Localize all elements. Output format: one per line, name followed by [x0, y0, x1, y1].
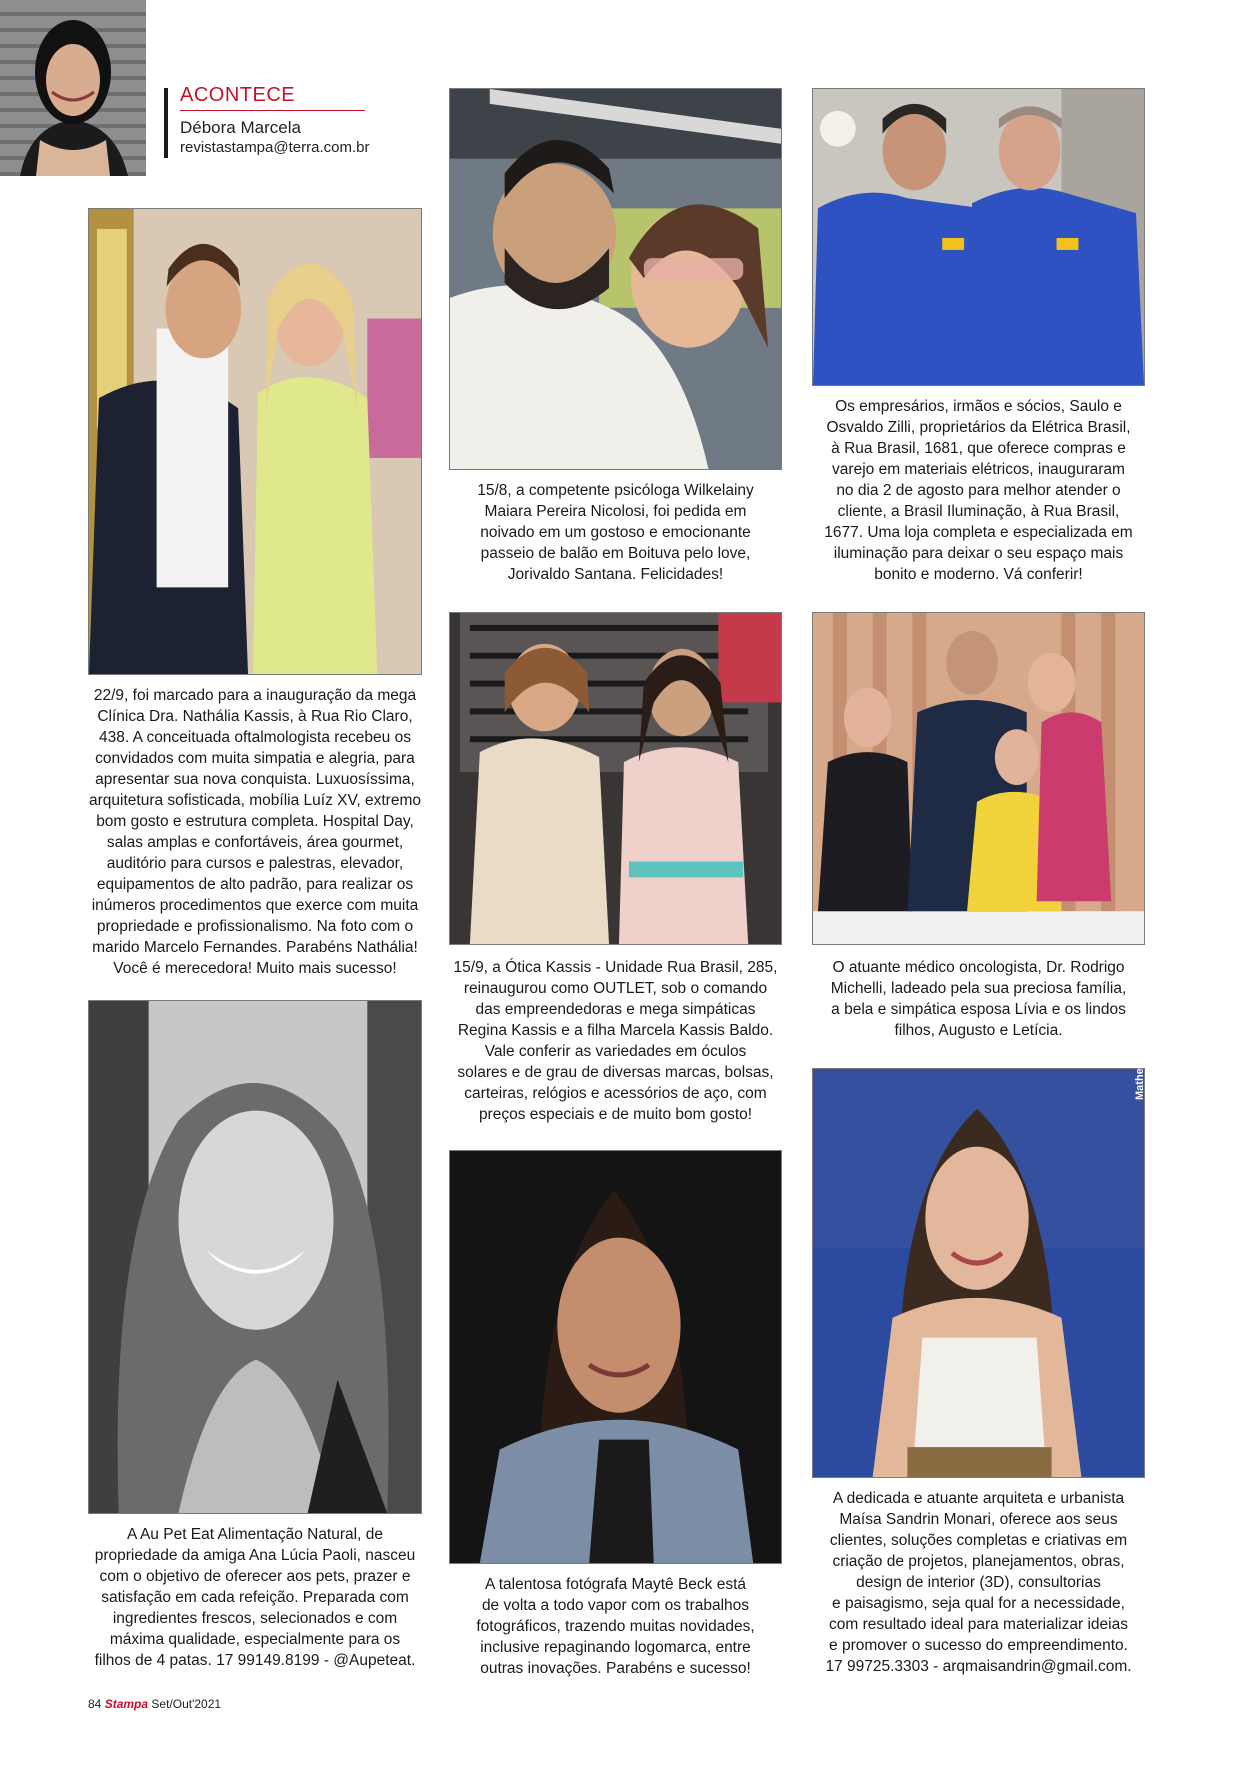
caption-mayte-beck: A talentosa fotógrafa Maytê Beck está de volta a todo vapor com os trabalhos fotográficos, trazendo muitas novidades, inclusive repaginando logomarca, entre outras inovações. Parabéns e sucesso! [476, 1576, 755, 1677]
caption-michelli-family: O atuante médico oncologista, Dr. Rodrigo Michelli, ladeado pela sua preciosa família, a bela e simpática esposa Lívia e os lindos filhos, Augusto e Letícia. [830, 959, 1127, 1039]
caption-maisa-monari: A dedicada e atuante arquiteta e urbanista Maísa Sandrin Monari, oferece aos seus clientes, soluções completas e criativas em criação de projetos, planejamentos, obras, design de interior (3D), consultorias e paisagismo, seja qual for a necessidade, com resultado ideal para materializar ideias e promover o sucesso do empreendimento. 17 99725.3303 - arqmaisandrin@gmail.com. [825, 1490, 1132, 1675]
caption-eletrica-brasil: Os empresários, irmãos e sócios, Saulo e Osvaldo Zilli, proprietários da Elétrica Brasil, à Rua Brasil, 1681, que oferece compras e varejo em materiais elétricos, inauguraram no dia 2 de agosto para melhor atender o cliente, a Brasil Iluminação, à Rua Brasil, 1677. Uma loja completa e especializada em iluminação para deixar o seu espaço mais bonito e moderno. Vá conferir! [824, 398, 1133, 583]
page-footer [88, 1697, 221, 1711]
issue-date: Set/Out'2021 [151, 1697, 222, 1711]
photo-maisa-monari [812, 1068, 1145, 1478]
photo-credit: Matheus Fonseca [1134, 1007, 1146, 1100]
photo-eletrica-brasil [812, 88, 1145, 386]
photo-au-pet-eat [88, 1000, 422, 1514]
caption-au-pet-eat: A Au Pet Eat Alimentação Natural, de propriedade da amiga Ana Lúcia Paoli, nasceu com o objetivo de oferecer aos pets, prazer e satisfação em cada refeição. Preparada com ingredientes frescos, selecionados e com máxima qualidade, especialmente para os filhos de 4 patas. 17 99149.8199 - @Aupeteat. [94, 1526, 416, 1669]
photo-otica-kassis [449, 612, 782, 945]
section-title: ACONTECE [180, 84, 296, 106]
columnist-photo [0, 0, 146, 176]
page-number: 84 [88, 1697, 102, 1711]
caption-engagement: 15/8, a competente psicóloga Wilkelainy Maiara Pereira Nicolosi, foi pedida em noivado em um gostoso e emocionante passeio de balão em Boituva pelo love, Jorivaldo Santana. Felicidades! [477, 482, 754, 583]
photo-mayte-beck [449, 1150, 782, 1564]
caption-otica-kassis: 15/9, a Ótica Kassis - Unidade Rua Brasil, 285, reinaugurou como OUTLET, sob o comando das empreendedoras e mega simpáticas Regina Kassis e a filha Marcela Kassis Baldo. Vale conferir as variedades em óculos solares e de grau de diversas marcas, bolsas, carteiras, relógios e acessórios de aço, com preços especiais e de muito bom gosto! [453, 959, 778, 1123]
author-email: revistastampa@terra.com.br [180, 139, 370, 156]
magazine-name: Stampa [104, 1697, 149, 1711]
author-name: Débora Marcela [180, 118, 301, 137]
section-rule [180, 110, 365, 111]
caption-clinic: 22/9, foi marcado para a inauguração da mega Clínica Dra. Nathália Kassis, à Rua Rio Claro, 438. A conceituada oftalmologista recebeu os convidados com muita simpatia e alegria, para apresentar sua nova conquista. Luxuosíssima, arquitetura sofisticada, mobília Luíz XV, extremo bom gosto e estrutura completa. Hospital Day, salas amplas e confortáveis, área gourmet, auditório para cursos e palestras, elevador, equipamentos de alto padrão, para realizar os inúmeros procedimentos que exerce com muita propriedade e profissionalismo. Na foto com o marido Marcelo Fernandes. Parabéns Nathália! Você é merecedora! Muito mais sucesso! [89, 687, 421, 977]
photo-michelli-family [812, 612, 1145, 945]
photo-engagement [449, 88, 782, 470]
photo-clinic-couple [88, 208, 422, 675]
header-bar [164, 88, 168, 158]
